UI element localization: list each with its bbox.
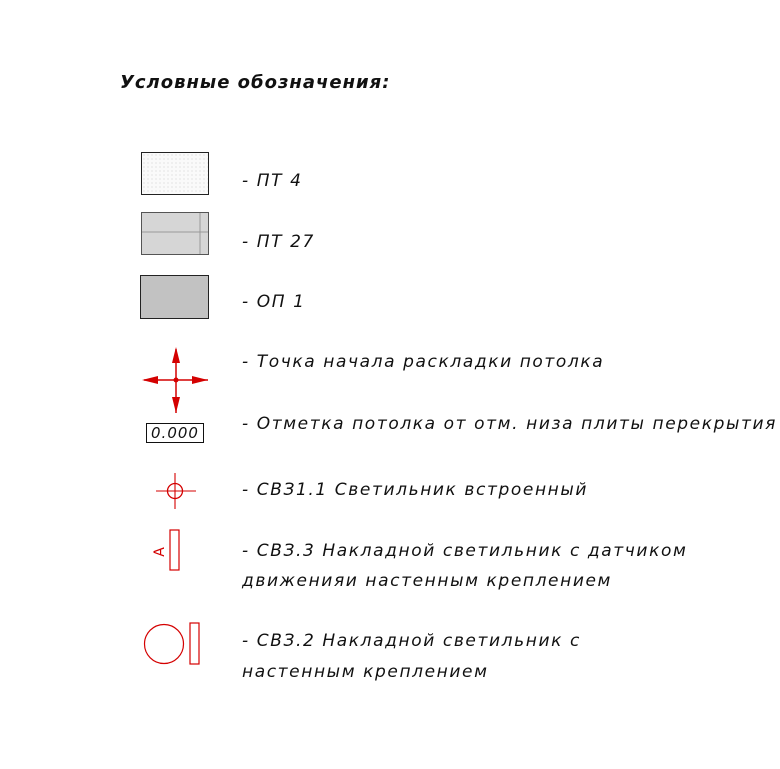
origin-point-arrows-icon bbox=[140, 345, 212, 417]
legend-item-text: настенным креплением bbox=[242, 662, 489, 682]
legend-item-text: - Отметка потолка от отм. низа плиты перекрытия bbox=[242, 414, 777, 434]
legend-item-text: - Точка начала раскладки потолка bbox=[242, 352, 605, 372]
recessed-light-icon bbox=[154, 471, 198, 511]
legend-item-text: - ПТ 4 bbox=[242, 171, 303, 191]
sensor-wall-light-icon bbox=[148, 528, 184, 572]
grid-fill-icon bbox=[141, 212, 209, 255]
elevation-mark-icon: 0.000 bbox=[146, 423, 204, 443]
legend-item-text: - СВЗ1.1 Светильник встроенный bbox=[242, 480, 589, 500]
legend-item-text: - СВЗ.2 Накладной светильник с bbox=[242, 631, 581, 651]
legend-title: Условные обозначения: bbox=[120, 72, 391, 93]
wall-light-icon bbox=[140, 620, 206, 668]
sensor-letter: A bbox=[152, 547, 168, 557]
hatch-fill-icon bbox=[141, 152, 209, 195]
legend-item-text: - ПТ 27 bbox=[242, 232, 315, 252]
grid-lines bbox=[142, 213, 208, 254]
legend-item-text: - СВЗ.3 Накладной светильник с датчиком bbox=[242, 541, 688, 561]
legend-item-text: движенияи настенным креплением bbox=[242, 571, 612, 591]
legend-item-text: - ОП 1 bbox=[242, 292, 306, 312]
gray-fill-icon bbox=[140, 275, 209, 319]
